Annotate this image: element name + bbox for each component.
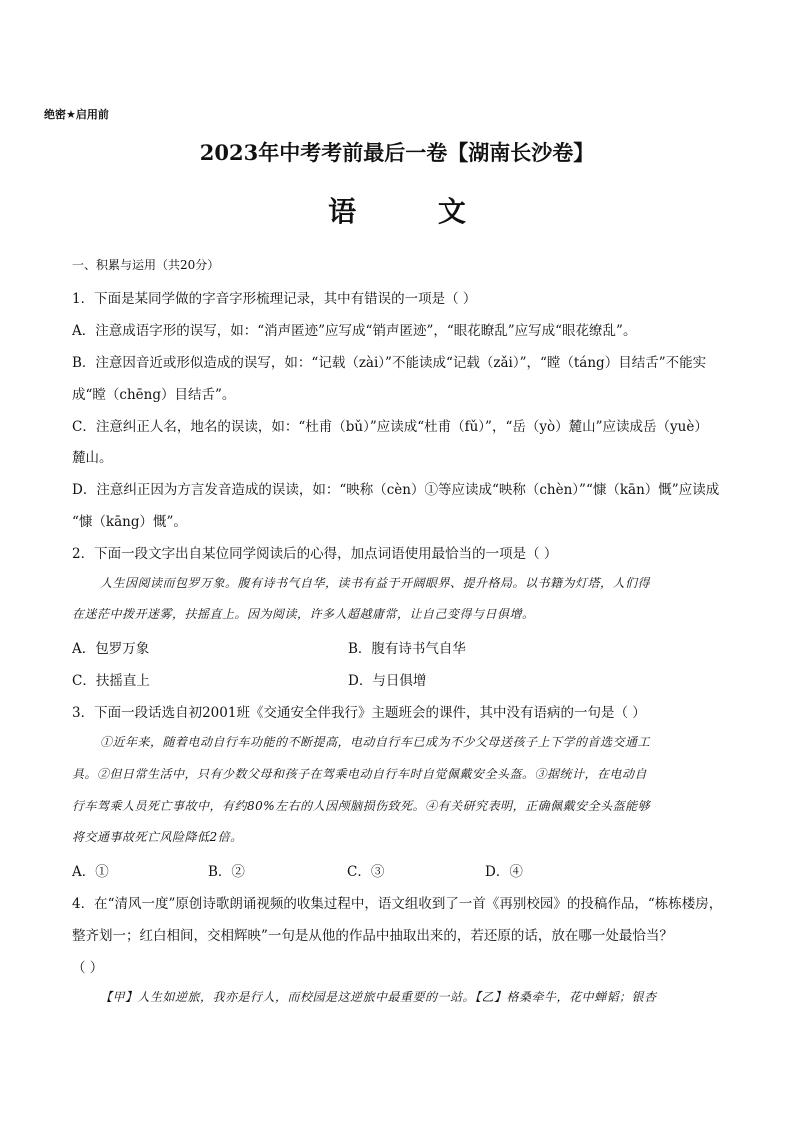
q2-option-b: B．腹有诗书气自华 (348, 641, 466, 657)
q3-passage-line: 将交通事故死亡风险降低2倍。 (72, 830, 243, 844)
q3-passage-line: 行车驾乘人员死亡事故中，有约80%左右的人因颅脑损伤致死。④有关研究表明，正确佩戴安全头盔能够 (72, 799, 651, 813)
q2-option-a: A．包罗万象 (72, 641, 150, 657)
q2-stem: 2．下面一段文字出自某位同学阅读后的心得，加点词语使用最恰当的一项是（ ） (72, 546, 558, 562)
q3-option-c: C．③ (347, 864, 385, 880)
q4-answer-blank: （ ） (72, 960, 104, 976)
q1-option-b-cont: 成“瞠（chēng）目结舌”。 (72, 387, 236, 403)
q1-option-d-cont: “慷（kāng）慨”。 (72, 514, 187, 530)
q4-passage-line: 【甲】人生如逆旅，我亦是行人，而校园是这逆旅中最重要的一站。【乙】格桑牵牛，花中蝉韬；银杏 (100, 990, 657, 1004)
q4-stem-cont: 整齐划一；红白相间，交相辉映”一句是从他的作品中抽取出来的，若还原的话，放在哪一处最恰当？ (72, 928, 673, 944)
q3-option-d: D．④ (485, 864, 523, 880)
q2-option-d: D．与日俱增 (348, 673, 427, 689)
q1-stem: 1．下面是某同学做的字音字形梳理记录，其中有错误的一项是（ ） (72, 291, 477, 307)
q3-passage-line: ①近年来，随着电动自行车功能的不断提高，电动自行车已成为不少父母送孩子上下学的首选交通工 (100, 735, 651, 749)
q1-option-c: C．注意纠正人名，地名的误读，如：“杜甫（bǔ）”应读成“杜甫（fǔ）”，“岳（yò）麓山”应读成岳（yuè） (72, 419, 708, 435)
q1-option-b: B．注意因音近或形似造成的误写，如：“记载（zài）”不能读成“记载（zǎi）”，“瞠（táng）目结舌”不能实 (72, 355, 707, 371)
q1-option-d: D．注意纠正因为方言发音造成的误读，如：“映称（cèn）①等应读成“映称（chèn）”“慷（kān）慨”应读成 (72, 482, 720, 498)
confidential-label: 绝密★启用前 (44, 108, 109, 121)
q1-option-c-cont: 麓山。 (72, 450, 113, 466)
q3-passage-line: 具。②但日常生活中，只有少数父母和孩子在驾乘电动自行车时自觉佩戴安全头盔。③据统计，在电动自 (72, 767, 648, 781)
q1-option-a: A．注意成语字形的误写，如：“消声匿迹”应写成“销声匿迹”，“眼花瞭乱”应写成“眼花缭乱”。 (72, 323, 637, 339)
q2-passage-line: 人生因阅读而包罗万象。腹有诗书气自华，读书有益于开阔眼界、提升格局。以书籍为灯塔，人们得 (100, 576, 651, 590)
section-heading: 一、积累与运用（共20分） (72, 258, 220, 272)
exam-title: 2023年中考考前最后一卷【湖南长沙卷】 (199, 140, 595, 165)
q3-option-b: B．② (208, 864, 245, 880)
q3-stem: 3．下面一段话选自初2001班《交通安全伴我行》主题班会的课件，其中没有语病的一句是（ ） (72, 705, 646, 721)
q3-option-a: A．① (72, 864, 109, 880)
q2-option-c: C．扶摇直上 (72, 673, 150, 689)
q4-stem: 4．在“清风一度”原创诗歌朗诵视频的收集过程中，语文组收到了一首《再别校园》的投稿作品，“栋栋楼房， (72, 896, 723, 912)
q2-passage-line: 在迷茫中拨开迷雾，扶摇直上。因为阅读，许多人超越庸常，让自己变得与日俱增。 (72, 607, 535, 621)
subject-title: 语 文 (328, 195, 502, 228)
